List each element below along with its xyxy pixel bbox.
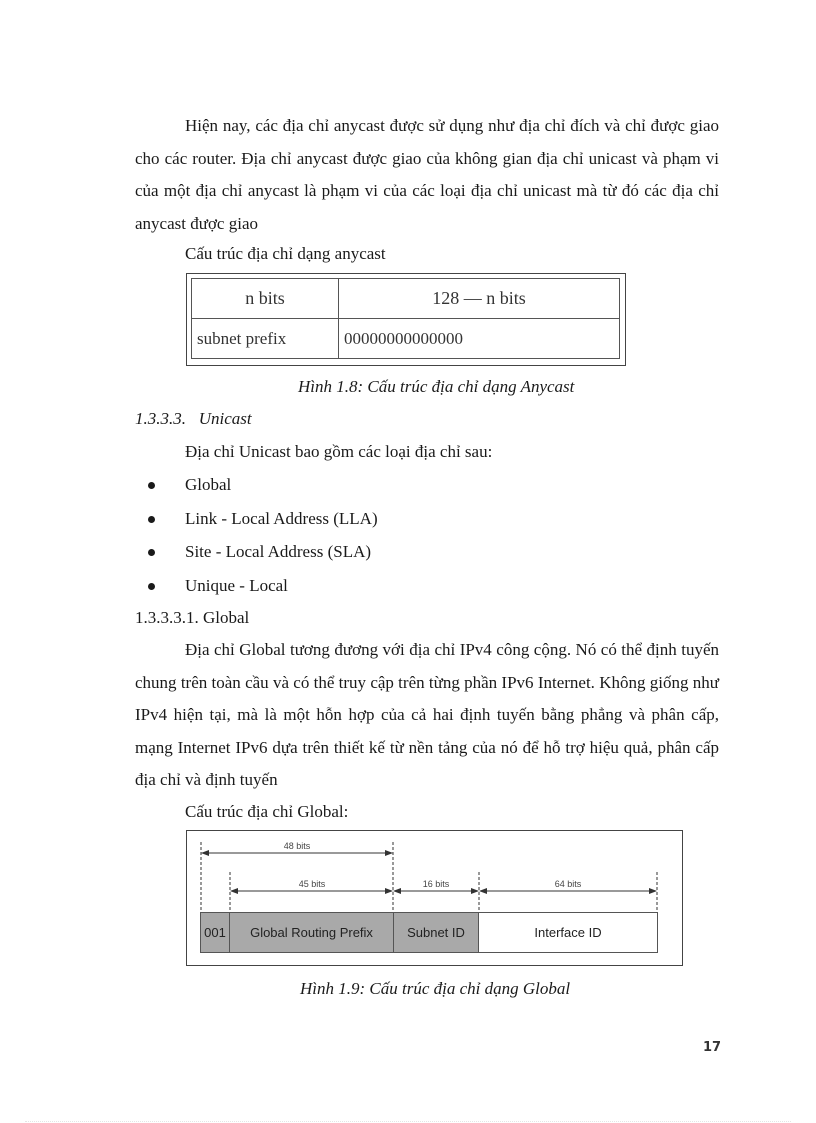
- list-item: Unique - Local: [185, 576, 288, 595]
- list-item: Site - Local Address (SLA): [185, 542, 372, 561]
- table-header-cell: n bits: [192, 279, 339, 319]
- list-item: Link - Local Address (LLA): [185, 509, 378, 528]
- field-001: 001: [200, 912, 230, 953]
- section-heading-global: 1.3.3.3.1. Global: [135, 608, 250, 627]
- field-subnet-id: Subnet ID: [393, 912, 479, 953]
- bits-64-label: 64 bits: [554, 879, 582, 889]
- bits-48-label: 48 bits: [283, 841, 311, 851]
- figure-caption-1-9: Hình 1.9: Cấu trúc địa chỉ dạng Global: [300, 979, 571, 998]
- bits-16-label: 16 bits: [422, 879, 450, 889]
- global-structure-label: Cấu trúc địa chỉ Global:: [185, 802, 349, 821]
- field-global-routing-prefix: Global Routing Prefix: [229, 912, 394, 953]
- page-number: 17: [703, 1040, 722, 1055]
- unicast-intro: Địa chỉ Unicast bao gồm các loại địa chỉ sau:: [185, 442, 493, 461]
- figure-caption-1-8: Hình 1.8: Cấu trúc địa chỉ dạng Anycast: [298, 377, 575, 396]
- section-heading-unicast: 1.3.3.3. Unicast: [135, 409, 252, 428]
- field-interface-id: Interface ID: [478, 912, 658, 953]
- table-cell: subnet prefix: [192, 319, 339, 359]
- list-item: Global: [185, 475, 232, 494]
- table-cell: 00000000000000: [339, 319, 620, 359]
- global-description-paragraph: Địa chỉ Global tương đương với địa chỉ IPv4 công cộng. Nó có thể định tuyến chung trên toàn cầu và có thể truy cập trên từng phần IPv6 Internet. Không giống như IPv4 hiện tại, mà là một hỗn hợp của cả hai định tuyến bằng phẳng và phân cấp, mạng Internet IPv6 dựa trên thiết kế từ nền tảng của nó để hỗ trợ hiệu quả, phân cấp địa chỉ và định tuyến: [135, 640, 719, 789]
- footer-divider: [25, 1121, 791, 1122]
- anycast-intro-paragraph: Hiện nay, các địa chỉ anycast được sử dụng như địa chỉ đích và chỉ được giao cho các router. Địa chỉ anycast được giao của không gian địa chỉ unicast và phạm vi của một địa chỉ anycast là phạm vi của các loại địa chỉ unicast mà từ đó các địa chỉ anycast được giao: [135, 116, 719, 233]
- anycast-structure-label: Cấu trúc địa chỉ dạng anycast: [185, 244, 386, 263]
- table-header-cell: 128 — n bits: [339, 279, 620, 319]
- bits-45-label: 45 bits: [298, 879, 326, 889]
